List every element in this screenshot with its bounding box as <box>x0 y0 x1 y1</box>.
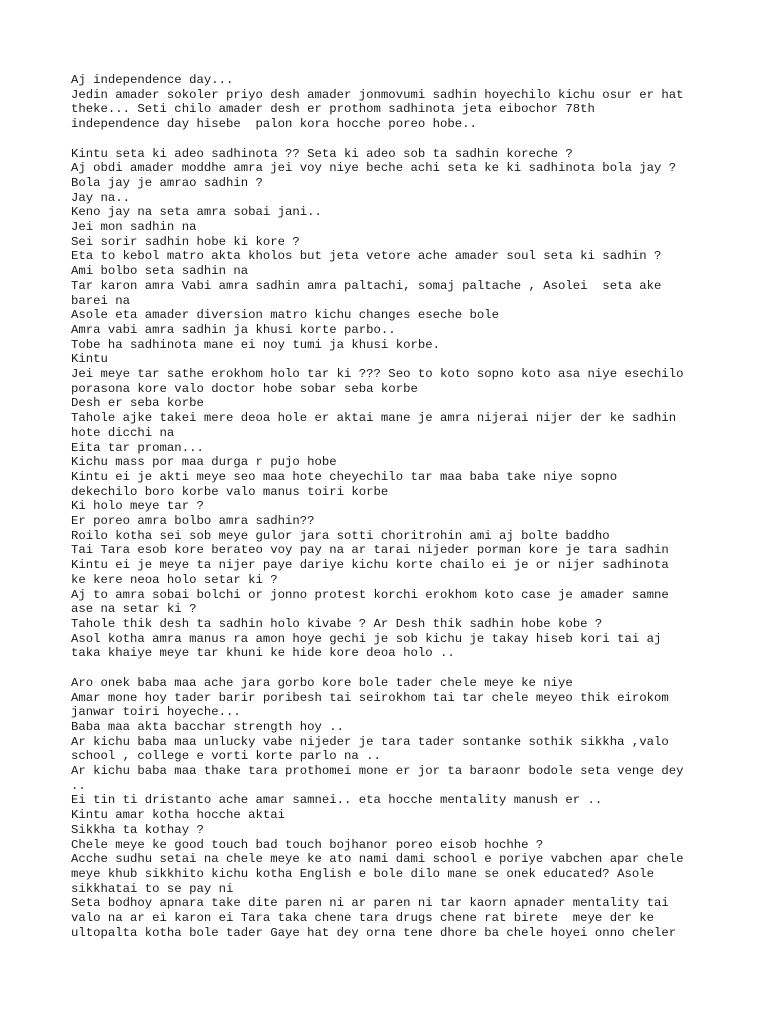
text-line: Baba maa akta bacchar strength hoy .. <box>71 719 345 734</box>
text-line: theke... Seti chilo amader desh er prothom sadhinota jeta eibochor 78th <box>71 102 595 117</box>
text-line: Jedin amader sokoler priyo desh amader jonmovumi sadhin hoyechilo kichu osur er hat <box>71 87 684 102</box>
text-line: Aj obdi amader moddhe amra jei voy niye beche achi seta ke ki sadhinota bola jay ? <box>71 161 677 176</box>
text-line: Kintu amar kotha hocche aktai <box>71 808 286 823</box>
text-line: Er poreo amra bolbo amra sadhin?? <box>71 514 315 529</box>
text-line: Tobe ha sadhinota mane ei noy tumi ja khusi korbe. <box>71 337 440 352</box>
text-line: Aro onek baba maa ache jara gorbo kore bole tader chele meye ke niye <box>71 675 573 690</box>
text-line: independence day hisebe palon kora hocche poreo hobe.. <box>71 117 477 132</box>
text-line: Amra vabi amra sadhin ja khusi korte parbo.. <box>71 322 396 337</box>
text-line: Eita tar proman... <box>71 440 204 455</box>
text-line: Jay na.. <box>71 190 131 205</box>
text-line: Amar mone hoy tader barir poribesh tai seirokhom tai tar chele meyeo thik eirokom <box>71 690 669 705</box>
text-line: Kintu ei je meye ta nijer paye dariye kichu korte chailo ei je or nijer sadhinota <box>71 558 669 573</box>
text-line: dekechilo boro korbe valo manus toiri korbe <box>71 484 389 499</box>
text-line: Kichu mass por maa durga r pujo hobe <box>71 455 337 470</box>
text-line: ke kere neoa holo setar ki ? <box>71 572 278 587</box>
text-line: school , college e vorti korte parlo na .. <box>71 749 381 764</box>
text-line: Asole eta amader diversion matro kichu changes eseche bole <box>71 308 500 323</box>
text-line: Ar kichu baba maa unlucky vabe nijeder je tara tader sontanke sothik sikkha ,valo <box>71 734 669 749</box>
text-line: Sei sorir sadhin hobe ki kore ? <box>71 234 300 249</box>
text-line: porasona kore valo doctor hobe sobar seba korbe <box>71 381 418 396</box>
text-line: taka khaiye meye tar khuni ke hide kore deoa holo .. <box>71 646 455 661</box>
text-line: meye khub sikkhito kichu kotha English e bole dilo mane se onek educated? Asole <box>71 866 654 881</box>
text-line: barei na <box>71 293 131 308</box>
text-line: Tahole ajke takei mere deoa hole er aktai mane je amra nijerai nijer der ke sadhin <box>71 411 677 426</box>
text-line: Keno jay na seta amra sobai jani.. <box>71 205 322 220</box>
text-line: Jei mon sadhin na <box>71 220 197 235</box>
text-line: Ei tin ti dristanto ache amar samnei.. eta hocche mentality manush er .. <box>71 793 603 808</box>
text-line: Chele meye ke good touch bad touch bojhanor poreo eisob hochhe ? <box>71 837 544 852</box>
document-text <box>71 73 721 940</box>
text-line: Tahole thik desh ta sadhin holo kivabe ? Ar Desh thik sadhin hobe kobe ? <box>71 617 603 631</box>
text-line: hote dicchi na <box>71 425 175 440</box>
text-line: Aj to amra sobai bolchi or jonno protest korchi erokhom koto case je amader samne <box>71 587 669 602</box>
text-line: Kintu seta ki adeo sadhinota ?? Seta ki adeo sob ta sadhin koreche ? <box>71 146 573 161</box>
text-line: Roilo kotha sei sob meye gulor jara sotti choritrohin ami aj bolte baddho <box>71 528 610 543</box>
text-line: Seta bodhoy apnara take dite paren ni ar paren ni tar kaorn apnader mentality tai <box>71 896 669 911</box>
text-line: valo na ar ei karon ei Tara taka chene tara drugs chene rat birete meye der ke <box>71 911 654 926</box>
text-line: Bola jay je amrao sadhin ? <box>71 175 263 190</box>
text-line: Ami bolbo seta sadhin na <box>71 264 249 279</box>
text-line: Eta to kebol matro akta kholos but jeta vetore ache amader soul seta ki sadhin ? <box>71 249 662 264</box>
text-line: Desh er seba korbe <box>71 396 204 411</box>
text-line: Asol kotha amra manus ra amon hoye gechi je sob kichu je takay hiseb kori tai aj <box>71 631 662 646</box>
text-line: .. <box>71 778 86 793</box>
text-line <box>71 661 721 676</box>
text-line: janwar toiri hoyeche... <box>71 705 241 720</box>
text-line: Kintu ei je akti meye seo maa hote cheyechilo tar maa baba take niye sopno <box>71 469 618 484</box>
text-line: Ki holo meye tar ? <box>71 499 204 514</box>
text-line: Ar kichu baba maa thake tara prothomei mone er jor ta baraonr bodole seta venge dey <box>71 764 684 779</box>
text-line: Acche sudhu setai na chele meye ke ato nami dami school e poriye vabchen apar chele <box>71 852 684 867</box>
text-line: Jei meye tar sathe erokhom holo tar ki ??? Seo to koto sopno koto asa niye esechilo <box>71 367 684 382</box>
text-line: Kintu <box>71 352 108 367</box>
text-line: ase na setar ki ? <box>71 602 197 617</box>
text-line <box>71 132 721 147</box>
text-line: sikkhatai to se pay ni <box>71 881 234 896</box>
text-line: ultopalta kotha bole tader Gaye hat dey orna tene dhore ba chele hoyei onno cheler <box>71 925 677 940</box>
text-line: Aj independence day... <box>71 73 234 87</box>
text-line: Sikkha ta kothay ? <box>71 822 204 837</box>
text-line: Tai Tara esob kore berateo voy pay na ar tarai nijeder porman kore je tara sadhin <box>71 543 669 558</box>
text-line: Tar karon amra Vabi amra sadhin amra paltachi, somaj paltache , Asolei seta ake <box>71 278 662 293</box>
